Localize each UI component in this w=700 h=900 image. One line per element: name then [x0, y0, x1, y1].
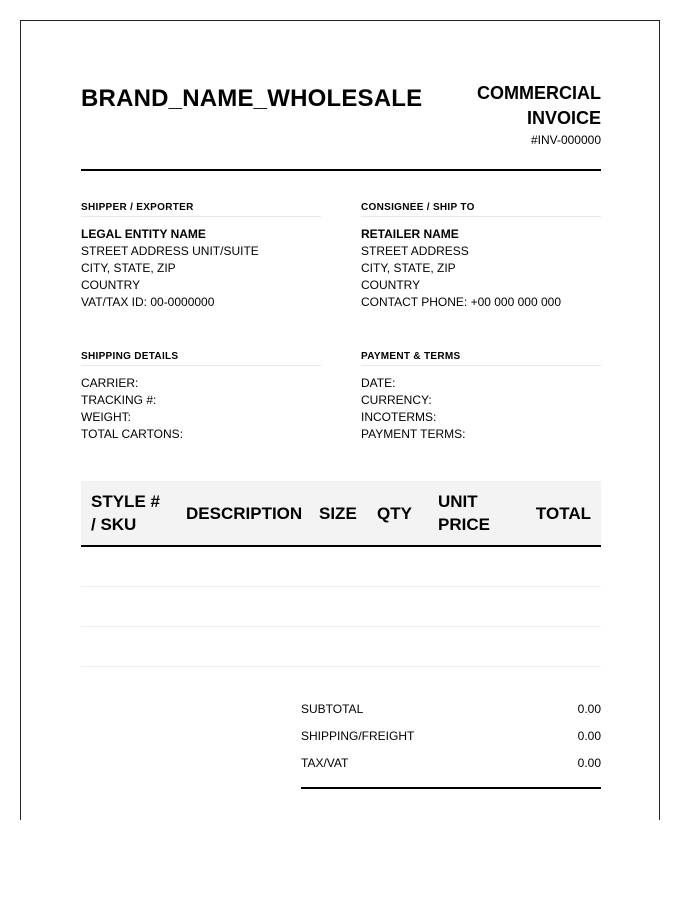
shipper-country: COUNTRY — [81, 278, 141, 292]
subtotal-value: 0.00 — [577, 702, 601, 716]
payment-terms-title: PAYMENT & TERMS — [361, 351, 601, 366]
shipper-section — [81, 202, 321, 311]
header-divider — [81, 169, 601, 171]
document-title-line-2: INVOICE — [526, 108, 601, 128]
table-row — [81, 627, 601, 667]
invoice-page — [20, 20, 660, 820]
column-header-description: DESCRIPTION — [186, 503, 303, 523]
column-header-total: TOTAL — [535, 503, 591, 523]
shipping-weight: WEIGHT: — [81, 410, 131, 424]
tax-vat-label: TAX/VAT — [301, 756, 349, 770]
subtotal-row — [301, 701, 601, 728]
shipper-city: CITY, STATE, ZIP — [81, 261, 176, 275]
column-header-unit-price-line-1: UNIT — [438, 492, 478, 511]
payment-terms: PAYMENT TERMS: — [361, 427, 466, 441]
shipper-section-title: SHIPPER / EXPORTER — [81, 202, 321, 217]
brand-name: BRAND_NAME_WHOLESALE — [81, 85, 423, 112]
payment-terms-section — [361, 351, 601, 443]
consignee-section-title: CONSIGNEE / SHIP TO — [361, 202, 601, 217]
totals-section — [301, 701, 601, 789]
shipping-details-title: SHIPPING DETAILS — [81, 351, 321, 366]
shipper-street: STREET ADDRESS UNIT/SUITE — [81, 244, 259, 258]
shipper-entity-name: LEGAL ENTITY NAME — [81, 227, 206, 241]
line-items-table — [81, 481, 601, 667]
tax-vat-value: 0.00 — [577, 756, 601, 770]
payment-currency: CURRENCY: — [361, 393, 432, 407]
consignee-city: CITY, STATE, ZIP — [361, 261, 456, 275]
shipping-details-section — [81, 351, 321, 443]
shipping-freight-row — [301, 728, 601, 755]
totals-divider — [301, 787, 601, 789]
document-title-line-1: COMMERCIAL — [477, 83, 601, 103]
column-header-size: SIZE — [319, 503, 357, 523]
shipping-cartons: TOTAL CARTONS: — [81, 427, 184, 441]
column-header-qty: QTY — [377, 503, 412, 523]
consignee-section — [361, 202, 601, 311]
line-items-header — [81, 481, 601, 547]
subtotal-label: SUBTOTAL — [301, 702, 364, 716]
invoice-header — [81, 81, 601, 171]
consignee-phone: CONTACT PHONE: +00 000 000 000 — [361, 295, 561, 309]
shipping-freight-value: 0.00 — [577, 729, 601, 743]
document-title — [401, 81, 601, 131]
column-header-unit-price-line-2: PRICE — [438, 515, 490, 534]
consignee-country: COUNTRY — [361, 278, 421, 292]
shipping-freight-label: SHIPPING/FREIGHT — [301, 729, 415, 743]
column-header-sku-line-1: STYLE # — [91, 492, 160, 511]
table-row — [81, 547, 601, 587]
tax-vat-row — [301, 755, 601, 782]
payment-date: DATE: — [361, 376, 396, 390]
column-header-sku — [81, 490, 176, 536]
invoice-number: #INV-000000 — [530, 133, 601, 147]
column-header-unit-price — [433, 490, 516, 536]
shipping-carrier: CARRIER: — [81, 376, 139, 390]
consignee-name: RETAILER NAME — [361, 227, 459, 241]
table-row — [81, 587, 601, 627]
column-header-sku-line-2: / SKU — [91, 515, 137, 534]
consignee-street: STREET ADDRESS — [361, 244, 469, 258]
payment-incoterms: INCOTERMS: — [361, 410, 437, 424]
shipping-tracking: TRACKING #: — [81, 393, 157, 407]
shipper-tax-id: VAT/TAX ID: 00-0000000 — [81, 295, 215, 309]
